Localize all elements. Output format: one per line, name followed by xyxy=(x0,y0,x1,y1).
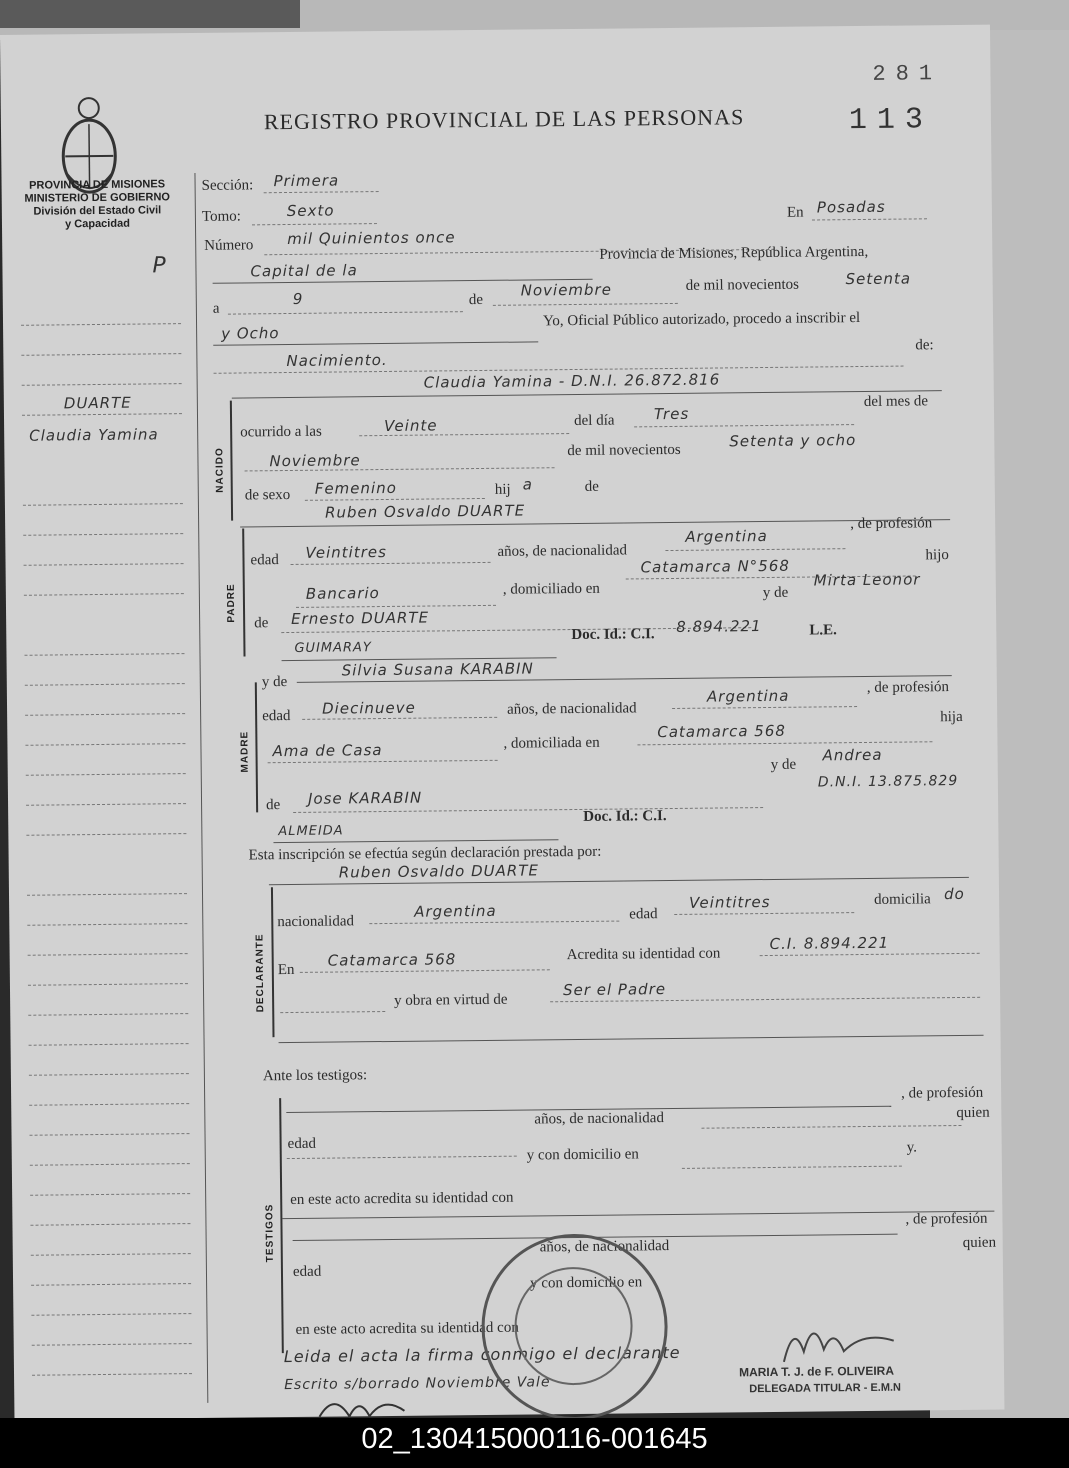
section-label-nacido: NACIDO xyxy=(214,447,226,493)
label-numero: Número xyxy=(204,237,254,254)
label-t2-prof: , de profesión xyxy=(905,1210,988,1228)
label-de-colon: de: xyxy=(915,337,934,354)
field-madre-nac: Argentina xyxy=(706,686,790,706)
field-madre-prof: Ama de Casa xyxy=(272,741,383,761)
field-anio-nac: Setenta y ocho xyxy=(729,431,857,451)
division-name: División del Estado Civil xyxy=(33,204,162,218)
section-label-madre: MADRE xyxy=(239,730,251,773)
field-sexo: Femenino xyxy=(314,478,397,498)
label-provincia: Provincia de Misiones, República Argentina, xyxy=(599,243,869,263)
label-decl-obra: y obra en virtud de xyxy=(394,991,508,1009)
division-name-2: y Capacidad xyxy=(65,217,130,231)
field-padre-ci: 8.894.221 xyxy=(676,617,762,636)
label-decl-acredita: Acredita su identidad con xyxy=(566,945,721,964)
field-padre-prof: Bancario xyxy=(305,584,380,603)
field-madre-nombre: Silvia Susana KARABIN xyxy=(341,659,534,680)
footer-code: 02_130415000116-001645 xyxy=(0,1418,1069,1468)
field-decl-nombre: Ruben Osvaldo DUARTE xyxy=(338,861,540,882)
handwritten-note-1: Leida el acta la firma conmigo el declarante xyxy=(283,1342,681,1367)
field-acto: Nacimiento. xyxy=(286,350,388,371)
label-de-mil-2: de mil novecientos xyxy=(567,441,681,460)
field-seccion: Primera xyxy=(273,171,340,191)
field-numero: mil Quinientos once xyxy=(287,228,456,249)
label-esta: Esta inscripción se efectúa según declaración prestada por: xyxy=(248,843,602,864)
label-en: En xyxy=(786,204,804,221)
label-padre-y-de: y de xyxy=(762,584,789,602)
section-bar-testigos xyxy=(279,1098,284,1353)
label-seccion: Sección: xyxy=(201,177,254,194)
label-hij: hij xyxy=(494,481,511,498)
label-a: a xyxy=(212,300,220,317)
section-bar-madre xyxy=(255,682,258,812)
label-decl-en: En xyxy=(277,961,295,979)
field-decl-ci: C.I. 8.894.221 xyxy=(769,933,890,953)
margin-given-names: Claudia Yamina xyxy=(29,425,159,445)
label-t1-dom: y con domicilio en xyxy=(526,1146,639,1164)
field-padre-edad: Veintitres xyxy=(305,542,387,562)
section-label-declarante: DECLARANTE xyxy=(254,933,267,1013)
corner-number: 281 xyxy=(872,61,943,87)
label-yo: Yo, Oficial Público autorizado, procedo a inscribir el xyxy=(542,310,861,330)
page-title: REGISTRO PROVINCIAL DE LAS PERSONAS xyxy=(263,104,745,135)
official-stamp-icon xyxy=(481,1233,669,1421)
margin-letter: P xyxy=(152,253,167,279)
label-t2-quien: quien xyxy=(962,1234,997,1251)
field-hij-suffix: a xyxy=(522,475,534,494)
label-padre-de: de xyxy=(254,615,269,632)
field-nombre: Claudia Yamina - D.N.I. 26.872.816 xyxy=(423,370,721,392)
label-de-2: de xyxy=(584,478,600,495)
field-decl-nac: Argentina xyxy=(414,901,497,921)
field-padre-nombre: Ruben Osvaldo DUARTE xyxy=(324,501,526,522)
field-capital: Capital de la xyxy=(250,261,358,281)
field-madre-apellido: ALMEIDA xyxy=(278,823,344,840)
field-madre-le: D.N.I. 13.875.829 xyxy=(817,773,959,791)
label-t2-edad: edad xyxy=(292,1263,322,1280)
section-label-padre: PADRE xyxy=(225,583,238,623)
province-name: PROVINCIA DE MISIONES xyxy=(29,178,166,192)
label-madre-doc: Doc. Id.: C.I. xyxy=(583,808,667,825)
label-padre-domiciliado: , domiciliado en xyxy=(502,580,600,598)
officer-signature-icon xyxy=(773,1311,914,1372)
label-madre-y-de-2: y de xyxy=(770,756,797,773)
field-tomo: Sexto xyxy=(286,201,335,221)
field-dia: 9 xyxy=(292,289,304,308)
field-decl-virtud: Ser el Padre xyxy=(562,980,667,1000)
section-bar-padre xyxy=(242,528,245,656)
field-padre-madre: Mirta Leonor xyxy=(813,570,921,590)
field-mes: Noviembre xyxy=(520,280,612,300)
registry-page xyxy=(0,25,1004,1420)
label-t1-prof: , de profesión xyxy=(901,1084,984,1102)
label-t2-dom: y con domicilio en xyxy=(530,1274,643,1292)
label-padre-le: L.E. xyxy=(809,622,837,639)
label-padre-prof: , de profesión xyxy=(850,515,933,533)
label-padre-anos-nac: años, de nacionalidad xyxy=(497,542,628,560)
label-decl-domicilia: domicilia xyxy=(874,891,931,908)
field-madre-domicilio: Catamarca 568 xyxy=(657,721,786,742)
field-madre-edad: Diecinueve xyxy=(321,698,416,718)
label-decl-edad: edad xyxy=(629,906,658,923)
label-tomo: Tomo: xyxy=(201,208,241,225)
label-t2-acredita: en este acto acredita su identidad con xyxy=(295,1319,519,1338)
label-padre-edad: edad xyxy=(250,552,279,569)
label-t1-quien: quien xyxy=(956,1104,990,1122)
field-anio-2: y Ocho xyxy=(221,324,280,343)
field-decl-edad: Veintitres xyxy=(689,892,771,912)
ministry-name: MINISTERIO DE GOBIERNO xyxy=(24,191,171,205)
label-del-mes: del mes de xyxy=(863,393,929,410)
field-padre-nac: Argentina xyxy=(685,526,768,546)
field-hora: Veinte xyxy=(384,416,438,435)
field-padre-apellido: GUIMARAY xyxy=(294,640,372,656)
label-madre-prof: , de profesión xyxy=(866,679,950,696)
field-padre-domicilio: Catamarca N°568 xyxy=(640,556,790,577)
field-padre-padre: Ernesto DUARTE xyxy=(291,608,430,628)
section-bar-declarante xyxy=(271,887,275,1037)
field-dia-nac: Tres xyxy=(653,404,690,424)
field-madre-padre: Jose KARABIN xyxy=(307,788,423,808)
field-madre-madre: Andrea xyxy=(822,745,883,765)
officer-name: MARIA T. J. de F. OLIVEIRA xyxy=(738,1363,895,1380)
background-shadow xyxy=(0,0,300,28)
label-de-mil: de mil novecientos xyxy=(685,276,800,294)
section-label-testigos: TESTIGOS xyxy=(264,1203,276,1263)
label-padre-doc: Doc. Id.: C.I. xyxy=(571,626,655,644)
label-madre-de: de xyxy=(265,797,281,814)
record-number: 113 xyxy=(848,103,934,139)
field-mes-nac: Noviembre xyxy=(269,451,361,471)
label-t1-y: y. xyxy=(906,1139,918,1156)
label-t2-anos: años, de nacionalidad xyxy=(539,1238,670,1256)
label-ocurrido: ocurrido a las xyxy=(240,423,322,441)
label-madre-hija: hija xyxy=(940,708,963,726)
label-de: de xyxy=(468,291,484,309)
label-sexo: de sexo xyxy=(244,486,291,504)
label-t1-acredita: en este acto acredita su identidad con xyxy=(290,1189,514,1209)
margin-divider xyxy=(194,173,208,1403)
field-decl-en: Catamarca 568 xyxy=(327,950,457,970)
label-madre-domiciliada: , domiciliada en xyxy=(503,734,600,752)
field-decl-domicilia: do xyxy=(943,884,965,904)
label-ante: Ante los testigos: xyxy=(262,1067,368,1085)
label-t1-edad: edad xyxy=(287,1135,317,1153)
label-madre-anos-nac: años, de nacionalidad xyxy=(507,700,637,718)
field-en: Posadas xyxy=(816,197,886,217)
label-madre-y-de: y de xyxy=(261,674,288,691)
label-del-dia: del día xyxy=(573,412,615,430)
field-anio: Setenta xyxy=(845,269,912,289)
section-bar-nacido xyxy=(230,401,233,521)
province-header xyxy=(10,178,186,232)
label-decl-nacionalidad: nacionalidad xyxy=(277,913,355,931)
margin-surname: DUARTE xyxy=(63,393,132,413)
label-t1-anos: años, de nacionalidad xyxy=(534,1110,665,1128)
handwritten-note-2: Escrito s/borrado Noviembre Vale xyxy=(284,1374,551,1394)
label-padre-hijo: hijo xyxy=(925,547,949,564)
officer-title: DELEGADA TITULAR - E.M.N xyxy=(749,1381,902,1396)
label-madre-edad: edad xyxy=(262,707,291,725)
